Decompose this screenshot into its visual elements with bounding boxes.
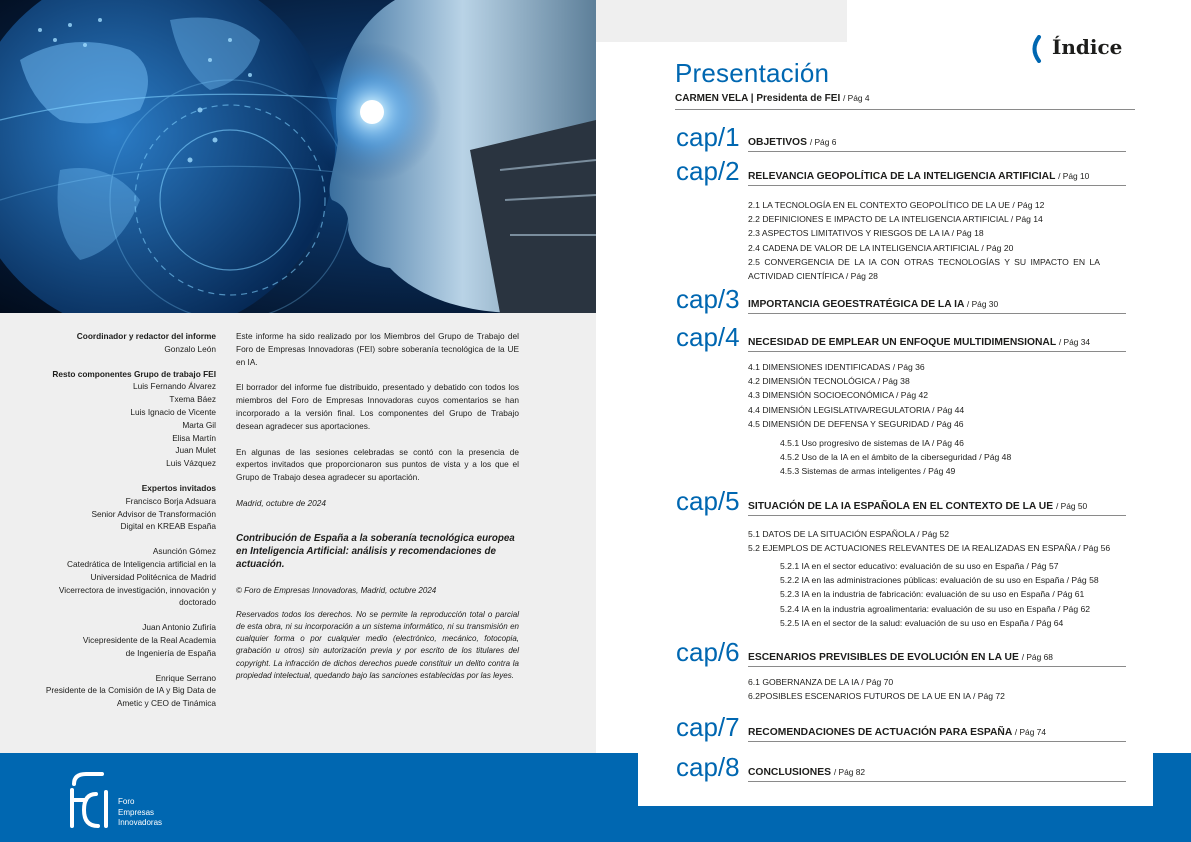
divider — [748, 741, 1126, 742]
subsection-entry[interactable]: 5.2.4 IA en la industria agroalimentaria: evaluación de su uso en España / Pág 62 — [780, 603, 1091, 614]
chapter-title: CONCLUSIONES / Pág 82 — [748, 767, 866, 778]
chapter-number: cap/3 — [676, 284, 740, 314]
subsection-entry[interactable]: 4.5.1 Uso progresivo de sistemas de IA / Pág 46 — [780, 438, 964, 448]
fei-logo-icon — [66, 770, 112, 828]
index-heading: Índice — [1052, 35, 1123, 59]
section-entry[interactable]: 2.1 LA TECNOLOGÍA EN EL CONTEXTO GEOPOLÍTICO DE LA UE / Pág 12 — [748, 200, 1045, 210]
page-ref: / Pág 4 — [843, 93, 870, 103]
chapter-3-entry[interactable] — [676, 280, 1128, 314]
credits-column — [30, 330, 216, 710]
divider — [675, 109, 1135, 110]
coordinator-name: Gonzalo León — [164, 343, 216, 354]
divider — [748, 185, 1126, 186]
bracket-icon — [1028, 35, 1042, 63]
section-entry[interactable]: 2.2 DEFINICIONES E IMPACTO DE LA INTELIGENCIA ARTIFICIAL / Pág 14 — [748, 214, 1043, 225]
subsection-entry[interactable]: 4.5.3 Sistemas de armas inteligentes / Pág 49 — [780, 466, 956, 477]
section-entry[interactable]: 4.2 DIMENSIÓN TECNOLÓGICA / Pág 38 — [748, 376, 910, 387]
chapter-2-sections — [748, 198, 1100, 283]
expert-line: Universidad Politécnica de Madrid — [90, 571, 216, 582]
expert-line: Catedrática de Inteligencia artificial en la — [67, 558, 216, 569]
report-notes-column — [236, 330, 519, 695]
section-entry[interactable]: 5.1 DATOS DE LA SITUACIÓN ESPAÑOLA / Pág 52 — [748, 529, 950, 539]
subsection-entry[interactable]: 5.2.5 IA en el sector de la salud: evaluación de su uso en España / Pág 64 — [780, 617, 1064, 628]
chapter-4-sections — [748, 360, 1100, 431]
experts-heading: Expertos invitados — [141, 482, 216, 493]
expert-line: Vicerrectora de investigación, innovación y — [58, 584, 216, 595]
section-5-2-subsections — [780, 559, 1120, 630]
divider — [748, 351, 1126, 352]
fei-tagline — [118, 797, 162, 829]
chapter-5-entry[interactable] — [676, 482, 1128, 516]
expert-line: Vicepresidente de la Real Academia — [82, 634, 216, 645]
ai-robot-globe-illustration — [0, 0, 596, 313]
expert-line: Senior Advisor de Transformación — [91, 508, 216, 519]
group-member: Luis Fernando Álvarez — [132, 381, 216, 392]
chapter-title: RECOMENDACIONES DE ACTUACIÓN PARA ESPAÑA / Pág 74 — [748, 727, 1046, 738]
section-4-5-subsections — [780, 436, 1120, 479]
group-member: Juan Mulet — [175, 445, 216, 456]
expert-line: Asunción Gómez — [152, 546, 216, 557]
section-entry[interactable]: 2.3 ASPECTOS LIMITATIVOS Y RIESGOS DE LA IA / Pág 18 — [748, 228, 984, 239]
chapter-2-entry[interactable] — [676, 152, 1128, 186]
section-entry[interactable]: 6.2POSIBLES ESCENARIOS FUTUROS DE LA UE EN IA / Pág 72 — [748, 691, 1005, 702]
cover-illustration — [0, 0, 596, 313]
chapter-number: cap/6 — [676, 637, 740, 667]
chapter-6-entry[interactable] — [676, 633, 1128, 667]
subsection-entry[interactable]: 5.2.1 IA en el sector educativo: evaluación de su uso en España / Pág 57 — [780, 561, 1059, 571]
tagline-line: Innovadoras — [118, 818, 163, 827]
section-entry[interactable]: 4.5 DIMENSIÓN DE DEFENSA Y SEGURIDAD / Pág 46 — [748, 418, 964, 429]
chapter-number: cap/7 — [676, 712, 740, 742]
section-entry[interactable]: 4.1 DIMENSIONES IDENTIFICADAS / Pág 36 — [748, 362, 925, 372]
chapter-1-entry[interactable] — [676, 118, 1128, 152]
section-entry[interactable]: 5.2 EJEMPLOS DE ACTUACIONES RELEVANTES DE IA REALIZADAS EN ESPAÑA / Pág 56 — [748, 543, 1111, 554]
presentation-entry[interactable] — [675, 93, 870, 104]
group-member: Luis Ignacio de Vicente — [130, 406, 216, 417]
chapter-7-entry[interactable] — [676, 708, 1128, 742]
section-entry[interactable]: 2.5 CONVERGENCIA DE LA IA CON OTRAS TECNOLOGÍAS Y SU IMPACTO EN LA ACTIVIDAD CIENTÍFICA / Pág 28 — [748, 256, 1100, 282]
coordinator-heading: Coordinador y redactor del informe — [76, 331, 216, 341]
chapter-number: cap/2 — [676, 156, 740, 186]
top-grey-strip — [596, 0, 847, 42]
presentation-title: Presentación — [675, 58, 830, 88]
section-entry[interactable]: 2.4 CADENA DE VALOR DE LA INTELIGENCIA ARTIFICIAL / Pág 20 — [748, 242, 1014, 253]
experts-paragraph: En algunas de las sesiones celebradas se contó con la presencia de expertos invitados que proporcionaron sus puntos de vista y a los que el Grupo de Trabajo desea agradecer su aportación. — [236, 446, 519, 483]
chapter-title: OBJETIVOS / Pág 6 — [748, 137, 837, 148]
section-entry[interactable]: 4.4 DIMENSIÓN LEGISLATIVA/REGULATORIA / Pág 44 — [748, 404, 965, 415]
tagline-line: Foro — [118, 797, 135, 806]
presentation-author: CARMEN VELA | Presidenta de FEI — [675, 93, 841, 104]
chapter-title: ESCENARIOS PREVISIBLES DE EVOLUCIÓN EN LA UE / Pág 68 — [748, 652, 1053, 663]
expert-line: Digital en KREAB España — [120, 521, 216, 532]
expert-line: Ametic y CEO de Tinámica — [116, 698, 216, 709]
group-member: Txema Báez — [169, 394, 216, 405]
review-paragraph: El borrador del informe fue distribuido, presentado y debatido con todos los miembros del Foro de Empresas Innovadoras cuyos comentarios se han incorporado a la versión final. Los componentes del Grupo de Trabajo desean agradecer sus aportaciones. — [236, 382, 519, 431]
section-entry[interactable]: 4.3 DIMENSIÓN SOCIOECONÓMICA / Pág 42 — [748, 390, 929, 401]
expert-line: doctorado — [179, 597, 216, 608]
chapter-title: RELEVANCIA GEOPOLÍTICA DE LA INTELIGENCIA ARTIFICIAL / Pág 10 — [748, 171, 1090, 182]
tagline-line: Empresas — [118, 807, 155, 817]
divider — [748, 313, 1126, 314]
chapter-6-sections — [748, 675, 1100, 703]
group-heading: Resto componentes Grupo de trabajo FEI — [52, 368, 216, 379]
group-member: Luis Vázquez — [166, 458, 216, 469]
divider — [748, 666, 1126, 667]
subsection-entry[interactable]: 4.5.2 Uso de la IA en el ámbito de la ciberseguridad / Pág 48 — [780, 452, 1012, 463]
group-member: Elisa Martín — [172, 432, 216, 443]
chapter-title: NECESIDAD DE EMPLEAR UN ENFOQUE MULTIDIMENSIONAL / Pág 34 — [748, 337, 1091, 348]
chapter-5-sections — [748, 527, 1111, 555]
chapter-4-entry[interactable] — [676, 318, 1128, 352]
chapter-number: cap/5 — [676, 486, 740, 516]
chapter-number: cap/1 — [676, 122, 740, 152]
chapter-title: SITUACIÓN DE LA IA ESPAÑOLA EN EL CONTEXTO DE LA UE / Pág 50 — [748, 501, 1088, 512]
chapter-number: cap/4 — [676, 322, 740, 352]
divider — [748, 781, 1126, 782]
rights-notice: Reservados todos los derechos. No se permite la reproducción total o parcial de esta obra, ni su incorporación a un sistema informático, ni su transmisión en cualquier forma o por cualquier medio (electrónico, mecánico, fotocopia, grabación u otros) sin autorización previa y por escrito de los titulares del copyright. La infracción de dichos derechos puede constituir un delito contra la propiedad intelectual, quedando bajo las sanciones establecidas por las leyes. — [236, 609, 519, 681]
group-member: Marta Gil — [182, 419, 216, 430]
expert-line: Francisco Borja Adsuara — [125, 495, 216, 506]
section-entry[interactable]: 6.1 GOBERNANZA DE LA IA / Pág 70 — [748, 677, 894, 687]
expert-line: Presidente de la Comisión de IA y Big Data de — [45, 685, 216, 696]
chapter-number: cap/8 — [676, 752, 740, 782]
subsection-entry[interactable]: 5.2.3 IA en la industria de fabricación: evaluación de su uso en España / Pág 61 — [780, 589, 1085, 600]
divider — [748, 515, 1126, 516]
place-date: Madrid, octubre de 2024 — [236, 497, 326, 508]
expert-line: Enrique Serrano — [155, 672, 216, 683]
copyright-notice: © Foro de Empresas Innovadoras, Madrid, octubre 2024 — [236, 585, 437, 595]
chapter-8-entry[interactable] — [676, 748, 1128, 782]
report-title: Contribución de España a la soberanía tecnológica europea en Inteligencia Artificial: análisis y recomendaciones de actuación. — [236, 532, 515, 570]
expert-line: Juan Antonio Zufiría — [142, 622, 216, 633]
expert-line: de Ingeniería de España — [125, 647, 216, 658]
subsection-entry[interactable]: 5.2.2 IA en las administraciones públicas: evaluación de su uso en España / Pág 58 — [780, 575, 1099, 586]
chapter-title: IMPORTANCIA GEOESTRATÉGICA DE LA IA / Pág 30 — [748, 299, 999, 310]
intro-paragraph: Este informe ha sido realizado por los Miembros del Grupo de Trabajo del Foro de Empresas Innovadoras (FEI) sobre soberanía tecnológica de la UE en IA. — [236, 331, 519, 367]
